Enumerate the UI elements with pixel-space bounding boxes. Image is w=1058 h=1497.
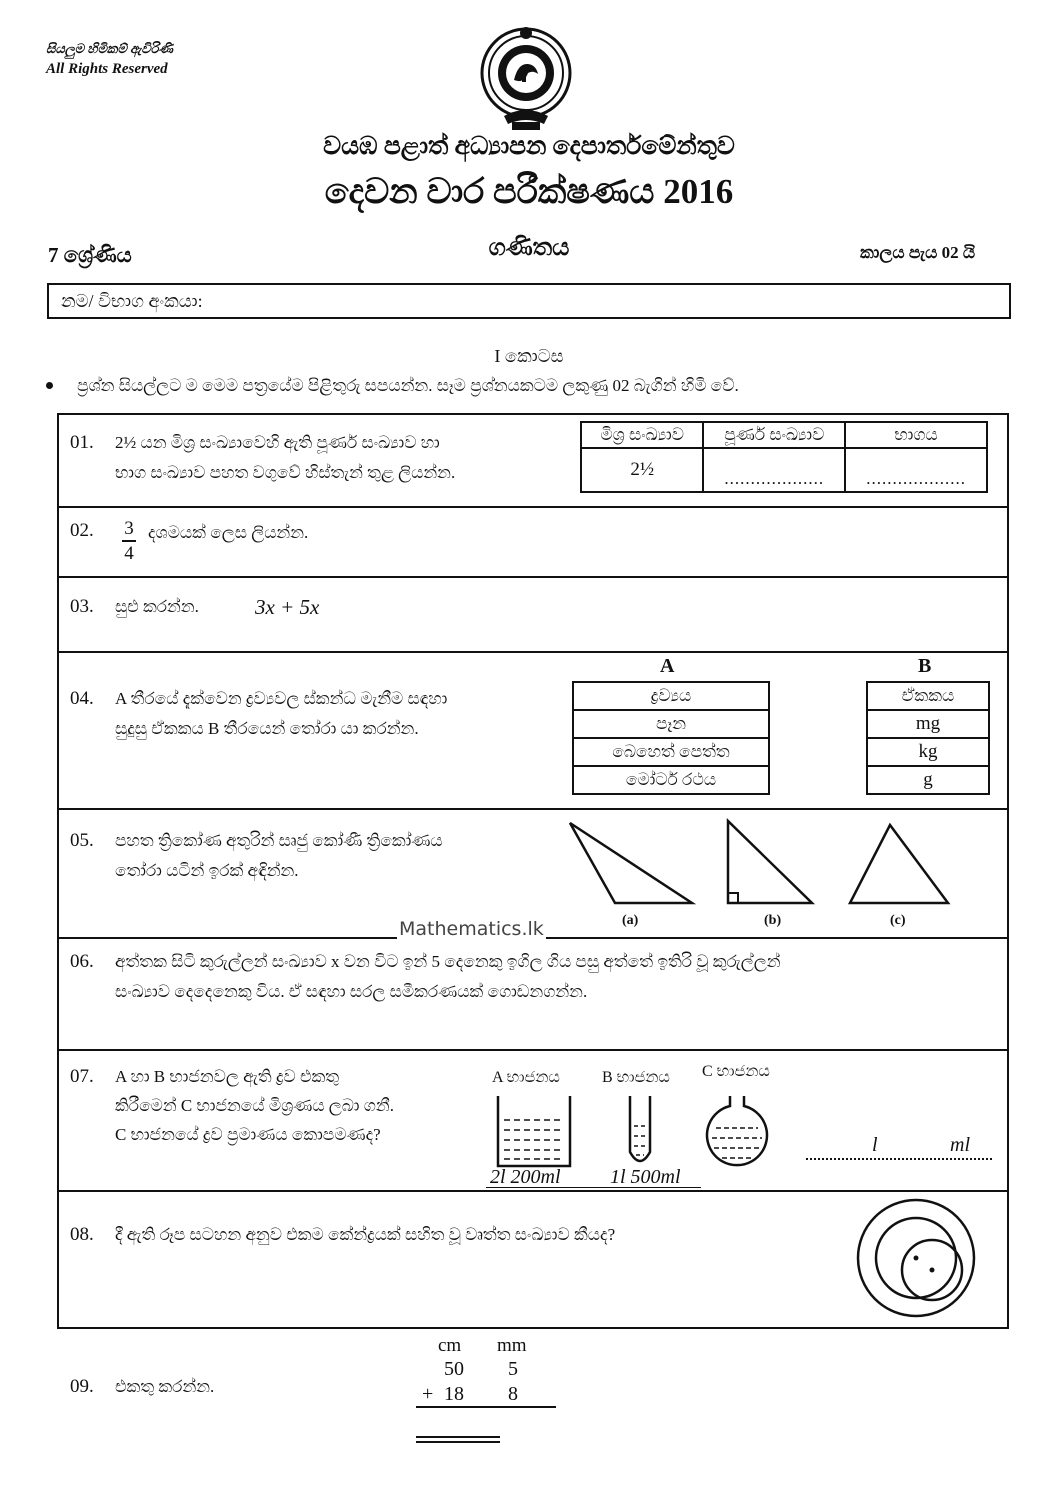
answer-cell[interactable]: ................... [845, 448, 987, 492]
rights-english: All Rights Reserved [46, 61, 168, 77]
vessel-c-flask [707, 1096, 767, 1165]
triangle-label: (c) [890, 913, 906, 928]
vessel-a-amount: 2l 200ml [490, 1166, 561, 1188]
q05-line2: තෝරා යටින් ඉරක් අඳින්න. [115, 861, 299, 880]
q06-line2: සංඛ්‍යාව දෙදෙනෙකු විය. ඒ සඳහා සරල සමීකරණයක් ගොඩනගන්න. [115, 982, 588, 1001]
question-text [115, 947, 1005, 1007]
triangle-c [850, 825, 948, 903]
triangle-b-right-angle [728, 821, 812, 903]
q07-line3: C භාජනයේ ද්‍රව ප්‍රමාණය කොපමණද? [115, 1125, 381, 1144]
divider [57, 576, 1009, 578]
question-text [115, 1062, 475, 1149]
vessel-b-test-tube [630, 1096, 650, 1161]
q04-line2: සුදුසු ඒකකය B තීරයෙන් තෝරා යා කරන්න. [115, 719, 419, 738]
row2-mm: 8 [508, 1383, 518, 1405]
divider [57, 1190, 1009, 1192]
instruction [46, 376, 739, 396]
column-a-cell: බෙහෙත් පෙත්ත [573, 738, 769, 766]
vessel-a-label: A භාජනය [492, 1069, 560, 1086]
q06-line1: අත්තක සිටි කුරුල්ලන් සංඛ්‍යාව x වන විට ඉන් 5 දෙනෙකු ඉගිල ගිය පසු අත්තේ ඉතිරි වූ කුරුල්ලන් [115, 952, 781, 971]
vessels-figure [490, 1092, 790, 1172]
column-b-label: B [918, 655, 932, 677]
watermark: Mathematics.lk [399, 918, 544, 940]
column-a-table [572, 681, 770, 795]
question-number: 07. [70, 1066, 94, 1087]
rights-sinhala: සියලුම හිමිකම් ඇවිරිණි [46, 41, 174, 56]
column-b-cell: mg [867, 710, 989, 738]
column-b-table [866, 681, 990, 795]
column-b-cell: kg [867, 738, 989, 766]
question-text: දශමයක් ලෙස ලියන්න. [148, 523, 309, 542]
q04-line1: A තීරයේ දැක්වෙන ද්‍රව්‍යවල ස්කන්ධ මැනීම සඳහා [115, 689, 448, 708]
answer-double-line [416, 1441, 500, 1443]
divider [57, 506, 1009, 508]
question-number: 09. [70, 1376, 94, 1397]
table-header: මිශ්‍ර සංඛ්‍යාව [581, 422, 703, 448]
answer-double-line[interactable] [416, 1436, 500, 1438]
answer-unit-ml: ml [950, 1134, 970, 1156]
grade-label: 7 ශ්‍රේණිය [48, 243, 132, 267]
answer-unit-l: l [872, 1134, 878, 1156]
government-emblem-icon [478, 18, 574, 136]
question-text: දී ඇති රූප සටහන අනුව එකම කේන්ද්‍රයක් සහිත වූ වෘත්ත සංඛ්‍යාව කීයද? [115, 1225, 616, 1244]
triangle-a [570, 823, 692, 903]
question-number: 01. [70, 432, 94, 453]
time-allowed: කාලය පැය 02 යි [860, 243, 976, 262]
amount-underline [486, 1187, 701, 1188]
table-header: භාගය [845, 422, 987, 448]
mixed-number-cell: 2½ [581, 448, 703, 492]
column-b-cell: ඒකකය [867, 682, 989, 710]
question-number: 04. [70, 688, 94, 709]
bullet-icon [46, 382, 53, 389]
center-dot [914, 1256, 919, 1261]
divider [57, 1327, 1009, 1329]
unit-cm: cm [438, 1335, 462, 1356]
row1-mm: 5 [508, 1358, 518, 1380]
q01-table [580, 421, 988, 493]
q07-answer-field[interactable] [806, 1158, 992, 1160]
q07-line2: කිරීමෙන් C භාජනයේ මිශ්‍රණය ලබා ගනී. [115, 1096, 394, 1115]
vessel-b-amount: 1l 500ml [610, 1166, 681, 1188]
column-b-cell: g [867, 766, 989, 794]
column-a-cell: මෝටර් රථය [573, 766, 769, 794]
divider [57, 1049, 1009, 1051]
row2-cm: 18 [444, 1383, 464, 1405]
instruction-text: ප්‍රශ්න සියල්ලට ම මෙම පත්‍රයේම පිළිතුරු සපයන්න. සෑම ප්‍රශ්නයකටම ලකුණු 02 බැගින් හිමි වේ. [77, 376, 739, 395]
question-text [115, 428, 575, 488]
q07-line1: A හා B භාජනවල ඇති ද්‍රව එකතු [115, 1067, 340, 1086]
plus-sign: + [422, 1383, 434, 1405]
q01-line1: 2½ යන මිශ්‍ර සංඛ්‍යාවෙහි ඇති පූර්ණ සංඛ්‍යාව හා [115, 433, 440, 452]
part-title: I කොටස [494, 346, 564, 366]
expression: 3x + 5x [255, 595, 320, 619]
circles-figure [838, 1196, 998, 1320]
vessel-a-beaker [498, 1096, 570, 1166]
question-text: එකතු කරන්න. [115, 1377, 215, 1396]
triangle-label: (b) [764, 913, 782, 928]
right-angle-marker [728, 893, 738, 903]
rights-block [46, 38, 173, 80]
numerator: 3 [122, 518, 136, 542]
q01-line2: භාග සංඛ්‍යාව පහත වගුවේ හිස්තැන් තුළ ලියන්න. [115, 463, 456, 482]
denominator: 4 [124, 543, 134, 564]
divider [57, 808, 1009, 810]
unit-mm: mm [497, 1335, 527, 1356]
question-number: 08. [70, 1224, 94, 1245]
vessel-b-label: B භාජනය [602, 1069, 670, 1086]
sum-line [416, 1406, 556, 1408]
name-index-label: නම/ විභාග අංකයා: [61, 291, 203, 311]
center-dot [930, 1268, 935, 1273]
question-number: 02. [70, 520, 94, 541]
column-a-label: A [660, 655, 675, 677]
question-number: 03. [70, 596, 94, 617]
question-number: 06. [70, 951, 94, 972]
table-header: පූර්ණ සංඛ්‍යාව [703, 422, 845, 448]
department-name: වයඹ පළාත් අධ්‍යාපන දෙපාර්තමේන්තුව [323, 133, 735, 160]
name-index-field[interactable] [47, 283, 1011, 319]
triangles-figure [560, 815, 960, 910]
q05-line1: පහත ත්‍රිකෝණ අතුරින් සෘජු කෝණී ත්‍රිකෝණය [115, 831, 443, 850]
exam-title: දෙවන වාර පරීක්ෂණය 2016 [324, 172, 734, 211]
question-text [115, 826, 555, 886]
row1-cm: 50 [444, 1358, 464, 1380]
question-text: සුළු කරන්න. [115, 597, 199, 616]
answer-cell[interactable]: ................... [703, 448, 845, 492]
column-a-cell: පෑන [573, 710, 769, 738]
column-a-cell: ද්‍රව්‍යය [573, 682, 769, 710]
triangle-label: (a) [622, 913, 639, 928]
question-text [115, 684, 565, 744]
question-number: 05. [70, 830, 94, 851]
divider [57, 651, 1009, 653]
subject-title: ගණිතය [488, 235, 570, 261]
fraction [122, 518, 136, 566]
vessel-c-label: C භාජනය [702, 1063, 770, 1080]
